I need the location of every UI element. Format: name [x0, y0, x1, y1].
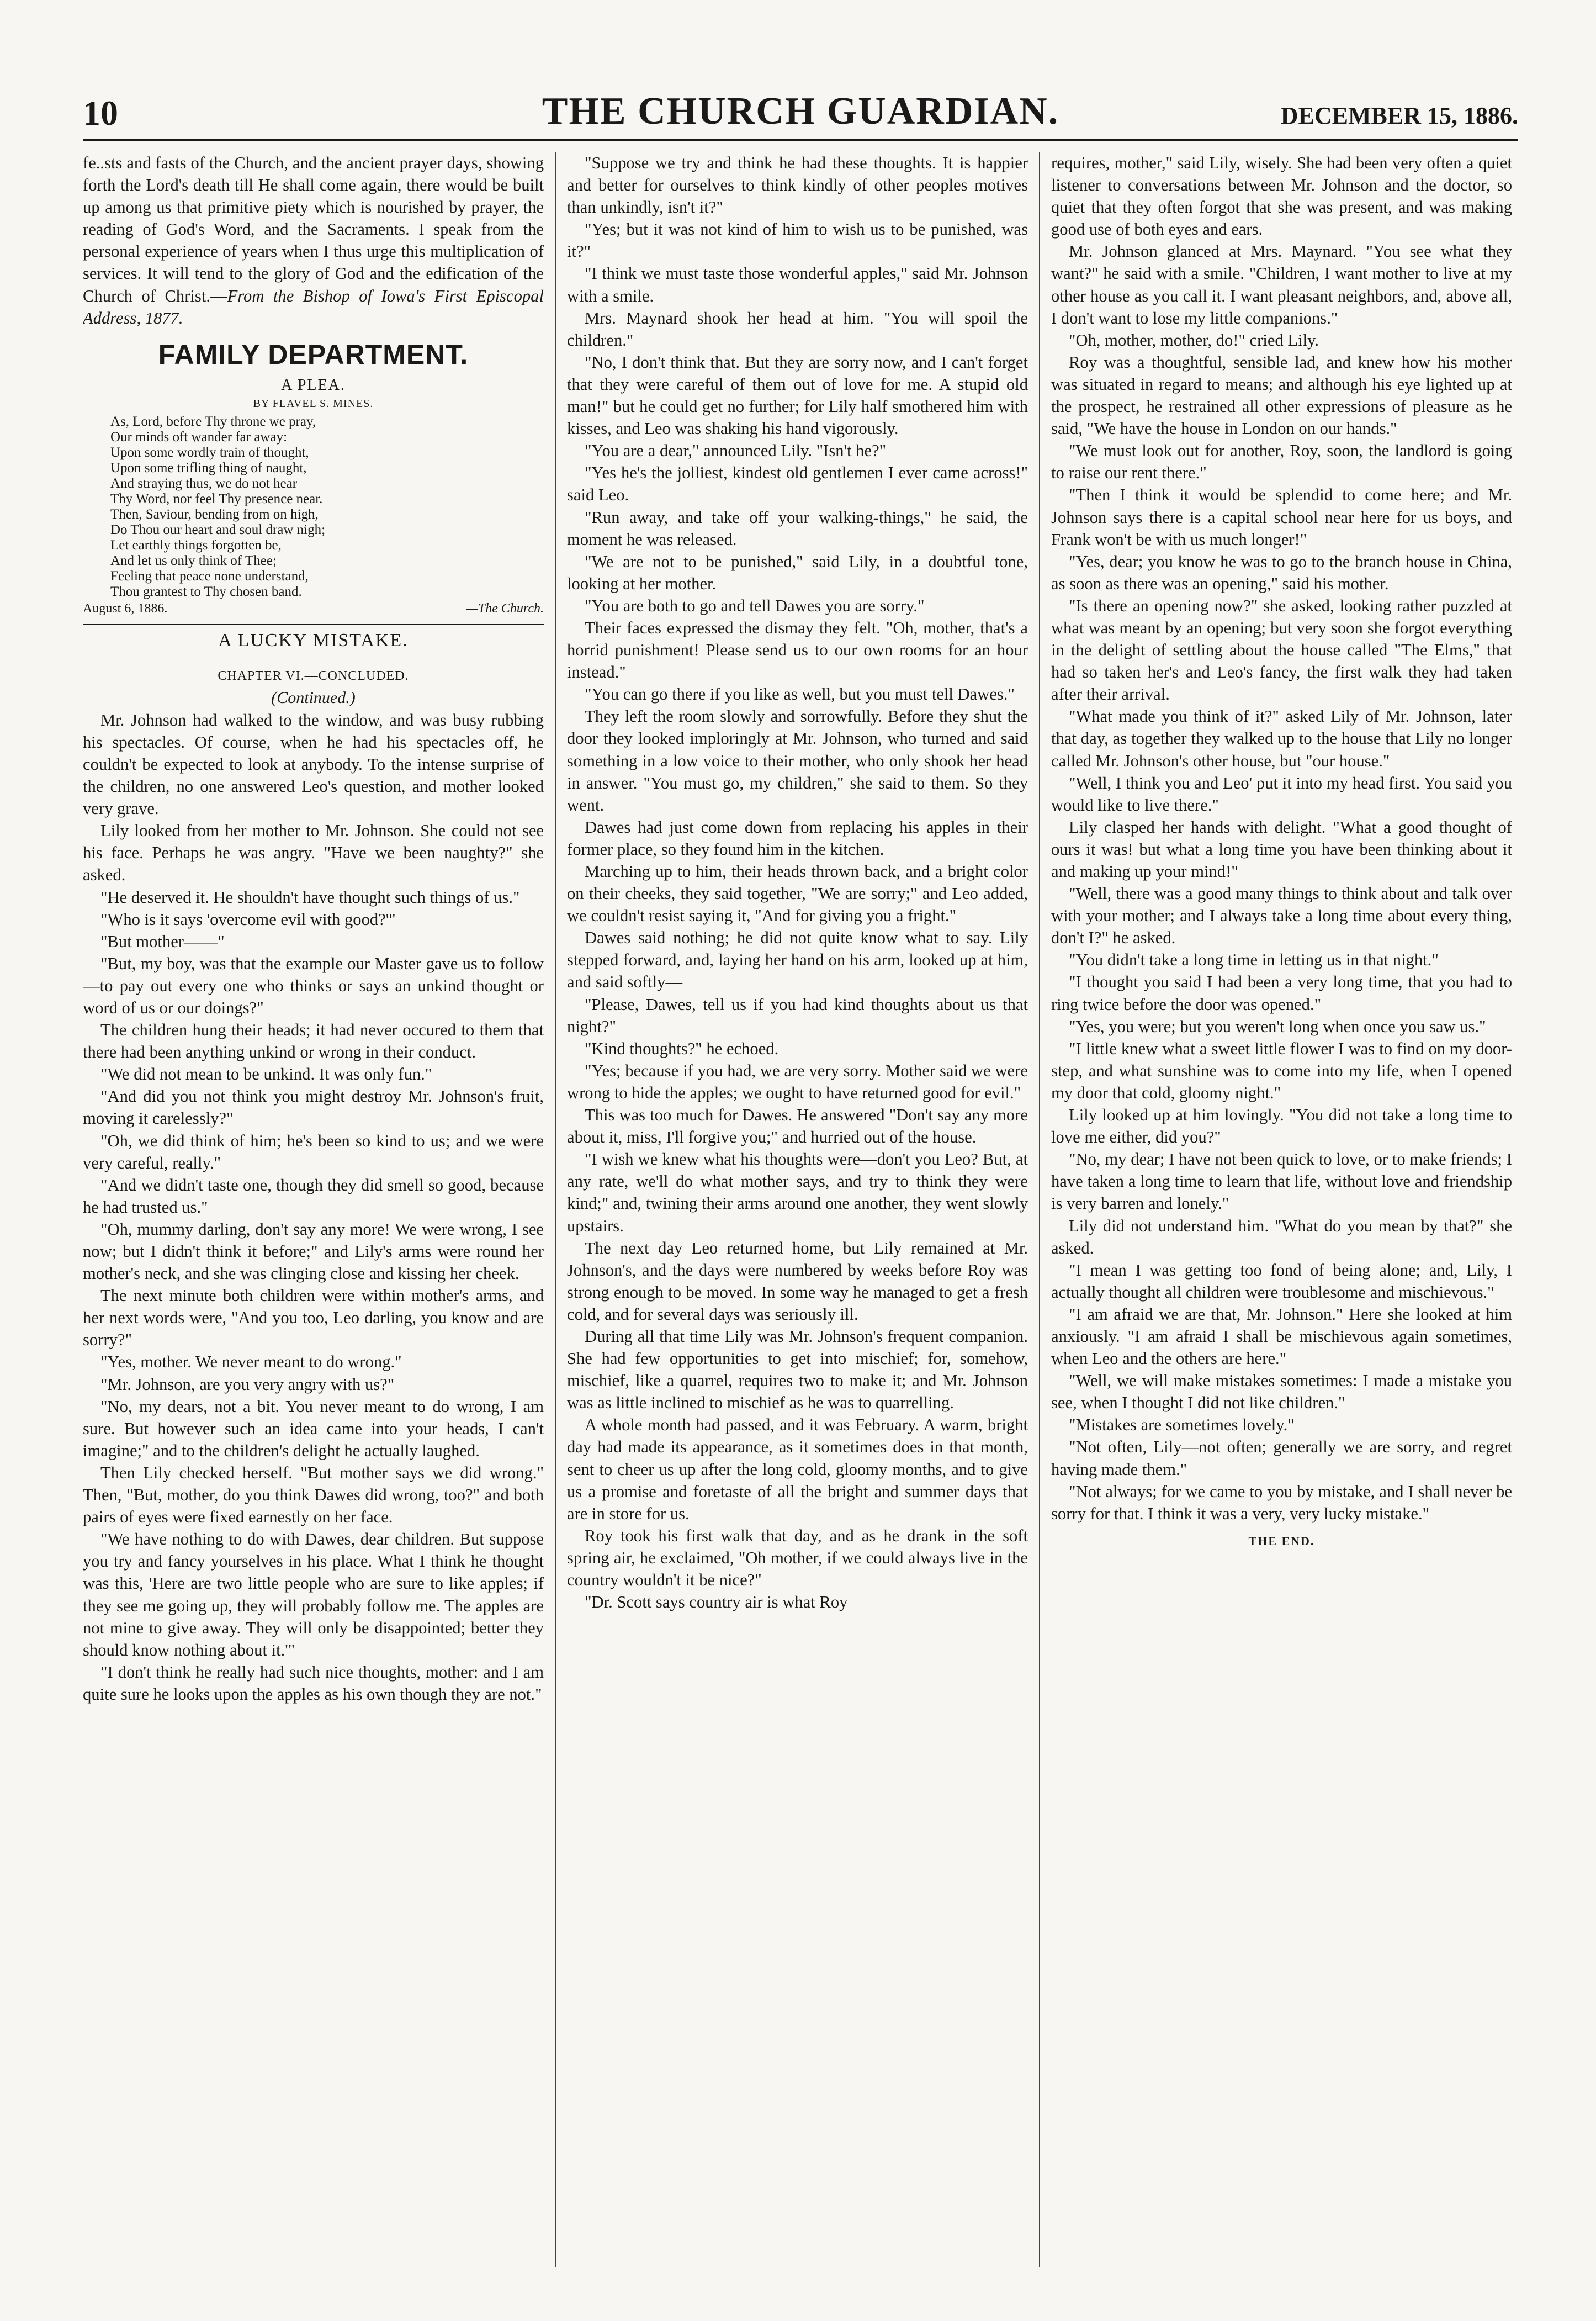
page-header — [83, 83, 1518, 138]
story-paragraph: "We must look out for another, Roy, soon, the landlord is going to raise our rent there." — [1051, 441, 1512, 483]
story-paragraph: Lily looked up at him lovingly. "You did not take a long time to love me either, did you?" — [1051, 1106, 1512, 1147]
story-paragraph: "I wish we knew what his thoughts were—don't you Leo? But, at any rate, we'll do what mother says, and try to think they were kind;" and, twining their arms around one another, they went slowly upstairs. — [567, 1150, 1028, 1235]
story-paragraph: They left the room slowly and sorrowfully. Before they shut the door they looked imploringly at Mr. Johnson, who turned and said something in a low voice to their mother, who only shook her head in answer. "You must go, my children," she said to them. So they went. — [567, 707, 1028, 815]
story-paragraph: "Well, I think you and Leo' put it into my head first. You said you would like to live there." — [1051, 773, 1512, 815]
story-paragraph: "Well, we will make mistakes sometimes: I made a mistake you see, when I thought I did not like children." — [1051, 1371, 1512, 1413]
story-paragraph: The children hung their heads; it had never occured to them that there had been anything unkind or wrong in their conduct. — [83, 1021, 544, 1062]
column-divider — [555, 152, 556, 2267]
column-divider — [1039, 152, 1040, 2267]
story-paragraph: "Mistakes are sometimes lovely." — [1069, 1415, 1295, 1435]
story-paragraph: "But mother——" — [100, 932, 225, 951]
poem-line: As, Lord, before Thy throne we pray, — [110, 414, 316, 429]
poem-body — [110, 414, 544, 600]
story-paragraph: This was too much for Dawes. He answered "Don't say any more about it, miss, I'll forgive you;" and hurried out of the house. — [567, 1106, 1028, 1147]
poem-line: Thou grantest to Thy chosen band. — [110, 584, 302, 599]
intro-text: fe..sts and fasts of the Church, and the ancient prayer days, showing forth the Lord's death till He shall come again, there would be built up among us that primitive piety which is nourished by prayer, the reading of God's Word, and the Sacraments. I speak from the personal experience of years when I thus urge this multiplication of services. It will tend to the glory of God and the edification of the Church of Christ.— — [83, 154, 544, 305]
story-paragraph: "You can go there if you like as well, but you must tell Dawes." — [585, 685, 1015, 704]
story-paragraph: "No, my dear; I have not been quick to love, or to make friends; I have taken a long time to learn that life, without love and friendship is very barren and lonely." — [1051, 1150, 1512, 1213]
story-paragraph: "We have nothing to do with Dawes, dear children. But suppose you try and fancy yourselves in his place. What I think he thought was this, 'Here are two little people who are sure to like apples; if they see me going up, they will probably follow me. The apples are not mine to give away. They will only be disappointed; better they should know nothing about it.'" — [83, 1530, 544, 1659]
story-paragraph: "You didn't take a long time in letting us in that night." — [1069, 950, 1439, 970]
story-paragraph: "But, my boy, was that the example our Master gave us to follow—to pay out every one who thinks or says an unkind thought or word of us or our doings?" — [83, 954, 544, 1017]
poem-line: Upon some wordly train of thought, — [110, 445, 309, 460]
story-paragraph: "Yes, you were; but you weren't long when once you saw us." — [1069, 1017, 1486, 1036]
story-paragraph: "Please, Dawes, tell us if you had kind thoughts about us that night?" — [567, 995, 1028, 1036]
story-paragraph: requires, mother," said Lily, wisely. She had been very often a quiet listener to conversations between Mr. Johnson and the doctor, so quiet that they often forgot that she was present, and was making good use of both eyes and ears. — [1051, 154, 1512, 239]
story-paragraph: "Yes he's the jolliest, kindest old gentlemen I ever came across!" said Leo. — [567, 463, 1028, 505]
story-paragraph: "We did not mean to be unkind. It was only fun." — [100, 1065, 432, 1084]
story-paragraph: "Not often, Lily—not often; generally we are sorry, and regret having made them." — [1051, 1437, 1512, 1479]
story-paragraph: "Oh, we did think of him; he's been so kind to us; and we were very careful, really." — [83, 1131, 544, 1172]
story-paragraph: "Oh, mother, mother, do!" cried Lily. — [1069, 330, 1319, 350]
story-paragraph: The next minute both children were within mother's arms, and her next words were, "And you too, Leo darling, you know and are sorry?" — [83, 1286, 544, 1350]
story-paragraph: Mr. Johnson glanced at Mrs. Maynard. "You see what they want?" he said with a smile. "Children, I want mother to live at my other house as you call it. I want pleasant neighbors, and, above all, I don't want to lose my little companions." — [1051, 242, 1512, 327]
story-paragraph: Lily did not understand him. "What do you mean by that?" she asked. — [1051, 1216, 1512, 1257]
story-paragraph: "Mr. Johnson, are you very angry with us?" — [100, 1374, 395, 1394]
poem-line: Feeling that peace none understand, — [110, 568, 309, 584]
poem-source: —The Church. — [466, 601, 544, 616]
story-paragraph: "No, I don't think that. But they are sorry now, and I can't forget that they were careful of them out of love for me. A stupid old man!" but he could get no further; for Lily half smothered him with kisses, and Leo was shaking his hand vigorously. — [567, 352, 1028, 438]
poem-line: Then, Saviour, bending from on high, — [110, 506, 319, 522]
story-paragraph: The next day Leo returned home, but Lily remained at Mr. Johnson's, and the days were numbered by weeks before Roy was strong enough to be moved. In some way he managed to get a fresh cold, and for several days was seriously ill. — [567, 1238, 1028, 1324]
page-number: 10 — [83, 93, 118, 133]
story-paragraph: "You are both to go and tell Dawes you are sorry." — [585, 596, 925, 615]
story-paragraph: Lily clasped her hands with delight. "What a good thought of ours it was! but what a long time you have been thinking about it and making up your mind!" — [1051, 817, 1512, 881]
story-paragraph: "I think we must taste those wonderful apples," said Mr. Johnson with a smile. — [567, 264, 1028, 305]
chapter-heading: CHAPTER VI.—CONCLUDED. — [218, 668, 409, 683]
poem-line: Our minds oft wander far away: — [110, 429, 288, 445]
story-paragraph: "Yes, mother. We never meant to do wrong." — [100, 1352, 402, 1372]
story-paragraph: Their faces expressed the dismay they felt. "Oh, mother, that's a horrid punishment! Please send us to our own rooms for an hour instead." — [567, 618, 1028, 682]
continued-note: (Continued.) — [271, 688, 356, 707]
intro-source: From the Bishop of Iowa's First Episcopal Address, 1877. — [83, 286, 544, 327]
story-end-marker: THE END. — [1248, 1534, 1315, 1548]
story-paragraph: "You are a dear," announced Lily. "Isn't he?" — [585, 441, 887, 461]
intro-paragraph — [83, 152, 544, 329]
section-title: FAMILY DEPARTMENT. — [158, 339, 469, 370]
column-2 — [567, 152, 1028, 2267]
issue-date: DECEMBER 15, 1886. — [1280, 102, 1518, 129]
story-paragraph: "Who is it says 'overcome evil with good?'" — [100, 910, 396, 929]
story-paragraph: Mrs. Maynard shook her head at him. "You will spoil the children." — [567, 308, 1028, 350]
header-rule — [83, 139, 1518, 141]
story-paragraph: Roy was a thoughtful, sensible lad, and knew how his mother was situated in regard to means; and although his eye lighted up at the prospect, he restrained all other expressions of pleasure as he said, "We have the house in London on our hands." — [1051, 352, 1512, 438]
story-paragraph: "Well, there was a good many things to think about and talk over with your mother; and I always take a long time about every thing, don't I?" he asked. — [1051, 884, 1512, 948]
story-paragraph: "Oh, mummy darling, don't say any more! We were wrong, I see now; but I didn't think it before;" and Lily's arms were round her mother's neck, and she was clinging close and kissing her cheek. — [83, 1219, 544, 1283]
story-paragraph: "Is there an opening now?" she asked, looking rather puzzled at what was meant by an opening; but very soon she forgot everything in the delight of settling about the house called "The Elms," that had so taken her's and Leo's fancy, the first walk they had taken after their arrival. — [1051, 596, 1512, 704]
story-paragraph: Then Lily checked herself. "But mother says we did wrong." Then, "But, mother, do you think Dawes did wrong, too?" and both pairs of eyes were fixed earnestly on her face. — [83, 1463, 544, 1527]
story-paragraph: During all that time Lily was Mr. Johnson's frequent companion. She had few opportunities to get into mischief; for, somehow, mischief, like a quarrel, requires two to make it; and Mr. Johnson was as little inclined to mischief as he was to quarrelling. — [567, 1326, 1028, 1413]
story-paragraph: Dawes said nothing; he did not quite know what to say. Lily stepped forward, and, laying her hand on his arm, looked up at him, and said softly— — [567, 928, 1028, 992]
story-paragraph: Lily looked from her mother to Mr. Johnson. She could not see his face. Perhaps he was angry. "Have we been naughty?" she asked. — [83, 821, 544, 885]
story-paragraph: "Not always; for we came to you by mistake, and I shall never be sorry for that. I think it was a very, very lucky mistake." — [1051, 1482, 1512, 1523]
story-paragraph: "I am afraid we are that, Mr. Johnson." Here she looked at him anxiously. "I am afraid I shall be mischievous again sometimes, when Leo and the others are here." — [1051, 1304, 1512, 1368]
story-paragraph: A whole month had passed, and it was February. A warm, bright day had made its appearance, as it sometimes does in that month, sent to cheer us up after the long cold, gloomy months, and to give us a promise and foretaste of all the bright and summer days that are in store for us. — [567, 1415, 1028, 1523]
column-1 — [83, 152, 544, 2267]
story-paragraph: Dawes had just come down from replacing his apples in their former place, so they found him in the kitchen. — [567, 817, 1028, 859]
story-paragraph: Roy took his first walk that day, and as he drank in the soft spring air, he exclaimed, "Oh mother, if we could always live in the country wouldn't it be nice?" — [567, 1526, 1028, 1589]
story-paragraph: "Kind thoughts?" he echoed. — [585, 1039, 779, 1058]
story-title: A LUCKY MISTAKE. — [83, 623, 544, 658]
story-paragraph: "And we didn't taste one, though they did smell so good, because he had trusted us." — [83, 1175, 544, 1217]
masthead-title: THE CHURCH GUARDIAN. — [542, 90, 1059, 133]
story-paragraph: Marching up to him, their heads thrown back, and a bright color on their cheeks, they said together, "We are sorry;" and Leo added, we couldn't resist saying it, "And for giving you a fright." — [567, 862, 1028, 926]
column-3 — [1051, 152, 1512, 2267]
story-paragraph: "Yes; but it was not kind of him to wish us to be punished, was it?" — [567, 220, 1028, 261]
story-paragraph: "We are not to be punished," said Lily, in a doubtful tone, looking at her mother. — [567, 552, 1028, 593]
poem-author: BY FLAVEL S. MINES. — [253, 397, 374, 410]
story-paragraph: "What made you think of it?" asked Lily of Mr. Johnson, later that day, as together they walked up to the house that Lily no longer called Mr. Johnson's other house, but "our house." — [1051, 707, 1512, 770]
poem-line: Do Thou our heart and soul draw nigh; — [110, 522, 326, 537]
story-paragraph: "I don't think he really had such nice thoughts, mother: and I am quite sure he looks upon the apples as his own though they are not." — [83, 1662, 544, 1704]
poem-line: And straying thus, we do not hear — [110, 475, 298, 491]
story-paragraph: "I thought you said I had been a very long time, that you had to ring twice before the door was opened." — [1051, 972, 1512, 1014]
poem-title: A PLEA. — [281, 376, 346, 394]
poem-line: Thy Word, nor feel Thy presence near. — [110, 491, 323, 506]
story-paragraph: "And did you not think you might destroy Mr. Johnson's fruit, moving it carelessly?" — [83, 1087, 544, 1128]
poem-line: And let us only think of Thee; — [110, 553, 277, 568]
story-paragraph: "Then I think it would be splendid to come here; and Mr. Johnson says there is a capital school near here for us boys, and Frank won't be with us much longer!" — [1051, 485, 1512, 549]
story-paragraph: "No, my dears, not a bit. You never meant to do wrong, I am sure. But however such an idea came into your heads, I can't imagine;" and to the children's delight he actually laughed. — [83, 1397, 544, 1460]
poem-line: Upon some trifling thing of naught, — [110, 460, 307, 475]
story-paragraph: Mr. Johnson had walked to the window, and was busy rubbing his spectacles. Of course, when he had his spectacles off, he couldn't be expected to look at anybody. To the intense surprise of the children, no one answered Leo's question, and mother looked very grave. — [83, 710, 544, 818]
story-paragraph: "Yes; because if you had, we are very sorry. Mother said we were wrong to hide the apples; we ought to have returned good for evil." — [567, 1061, 1028, 1102]
story-paragraph: "Suppose we try and think he had these thoughts. It is happier and better for ourselves to think kindly of other peoples motives than unkindly, isn't it?" — [567, 154, 1028, 217]
story-paragraph: "Yes, dear; you know he was to go to the branch house in China, as soon as there was an opening," said his mother. — [1051, 552, 1512, 593]
poem-footer — [83, 600, 544, 617]
story-paragraph: "I mean I was getting too fond of being alone; and, Lily, I actually thought all children were troublesome and mischievous." — [1051, 1260, 1512, 1302]
story-paragraph: "Run away, and take off your walking-things," he said, the moment he was released. — [567, 507, 1028, 549]
poem-line: Let earthly things forgotten be, — [110, 537, 282, 553]
story-paragraph: "Dr. Scott says country air is what Roy — [585, 1593, 848, 1612]
poem-date: August 6, 1886. — [83, 601, 168, 616]
story-paragraph: "I little knew what a sweet little flower I was to find on my door-step, and what sunshine was to come into my life, when I opened my door that cold, gloomy night." — [1051, 1039, 1512, 1102]
story-paragraph: "He deserved it. He shouldn't have thought such things of us." — [100, 887, 520, 907]
